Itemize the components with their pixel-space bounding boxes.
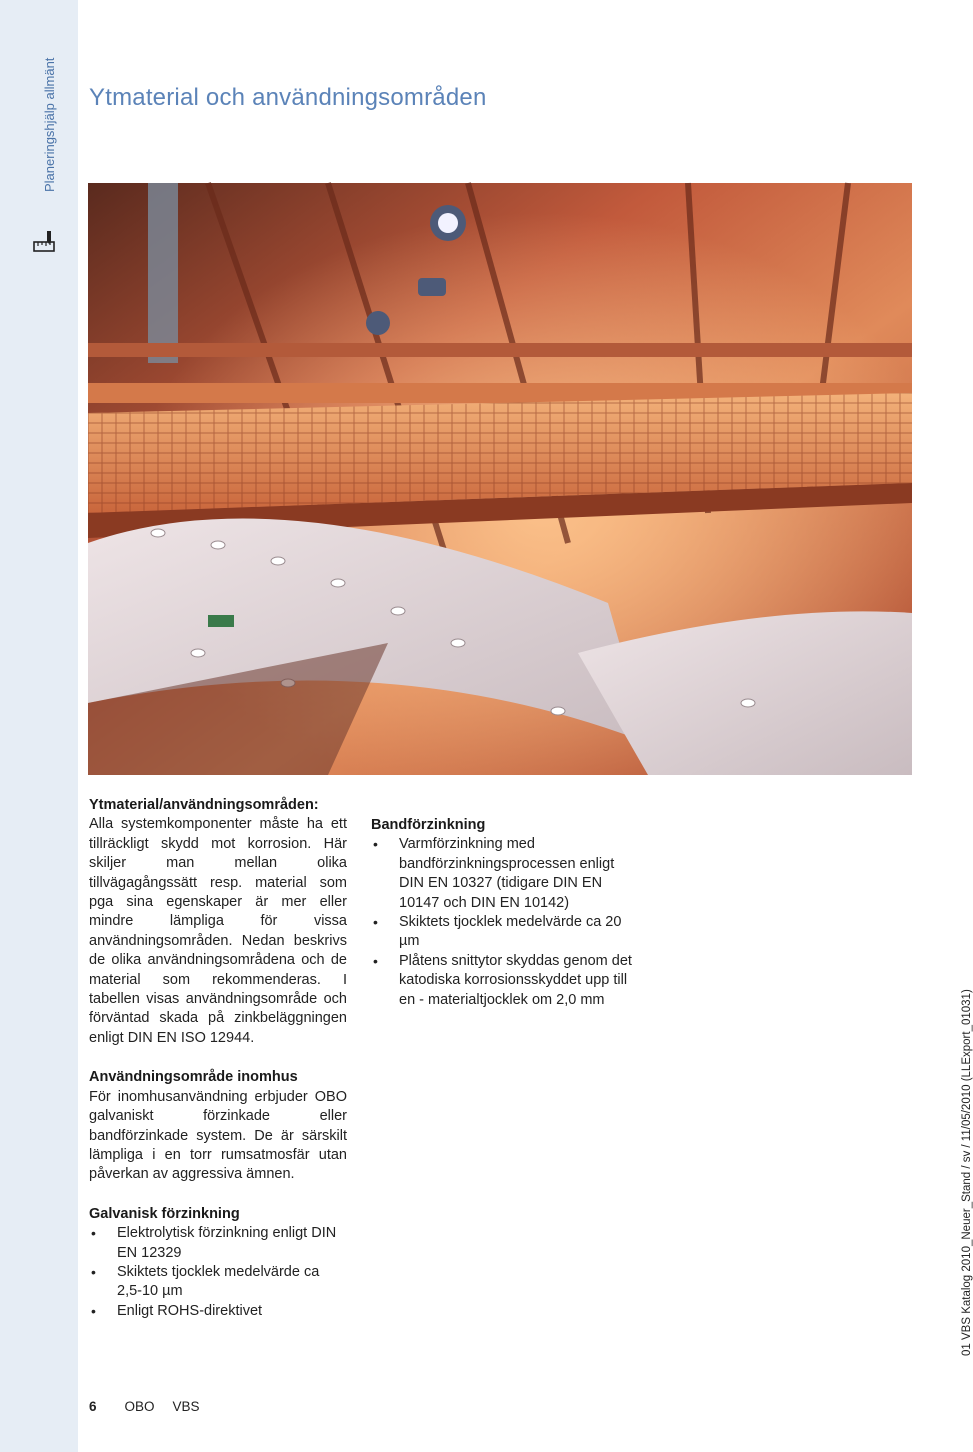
list-item: • Varmförzinkning med bandförzinkningsprocessen enligt DIN EN 10327 (tidigare DIN EN 10147 och DIN EN 10142) <box>371 835 641 913</box>
page-number: 6 <box>89 1399 97 1414</box>
cable-tray-ceiling-photo <box>88 183 912 775</box>
ruler-pen-icon <box>30 228 58 256</box>
indoor-heading: Användningsområde inomhus <box>89 1069 298 1086</box>
catalog-meta: 01 VBS Katalog 2010_Neuer_Stand / sv / 11/05/2010 (LLExport_01031) <box>961 989 973 1356</box>
right-column <box>371 816 641 1010</box>
band-heading: Bandförzinkning <box>371 817 486 833</box>
intro-body: Alla systemkomponenter måste ha ett tillräckligt skydd mot korrosion. Här skiljer man mellan olika tillvägagångssätt resp. material som pga sina egenskaper är mer eller mindre lämpliga för vissa användningsområden. Nedan beskrivs de olika användningsområdena och de material som rekommenderas. I tabellen visas användningsområde och förväntad skada på zinkbeläggningen enligt DIN EN ISO 12944. <box>89 816 347 1046</box>
galvanic-heading: Galvanisk förzinkning <box>89 1205 240 1222</box>
band-list <box>371 835 641 1010</box>
list-item: • Enligt ROHS-direktivet <box>89 1302 347 1321</box>
section-title: Planeringshjälp allmänt <box>42 57 57 192</box>
list-item: • Elektrolytisk förzinkning enligt DIN EN 12329 <box>89 1224 347 1263</box>
sidebar <box>0 0 78 1452</box>
brand-label: OBO <box>124 1399 155 1414</box>
galvanic-list <box>89 1224 347 1321</box>
catalog-label: VBS <box>172 1399 200 1414</box>
list-item: • Skiktets tjocklek medelvärde ca 2,5-10 µm <box>89 1263 347 1302</box>
page-footer <box>89 1399 200 1414</box>
intro-heading: Ytmaterial/användningsområden: <box>89 797 319 813</box>
page-title: Ytmaterial och användningsområden <box>89 84 487 111</box>
list-item: • Skiktets tjocklek medelvärde ca 20 µm <box>371 913 641 952</box>
indoor-body: För inomhusanvändning erbjuder OBO galvaniskt förzinkade eller bandförzinkade system. De är särskilt lämpliga i en torr rumsatmosfär utan påverkan av aggressiva ämnen. <box>89 1088 347 1183</box>
left-column <box>89 796 347 1321</box>
list-item: • Plåtens snittytor skyddas genom det katodiska korrosionsskyddet upp till en - materialtjocklek om 2,0 mm <box>371 952 641 1010</box>
